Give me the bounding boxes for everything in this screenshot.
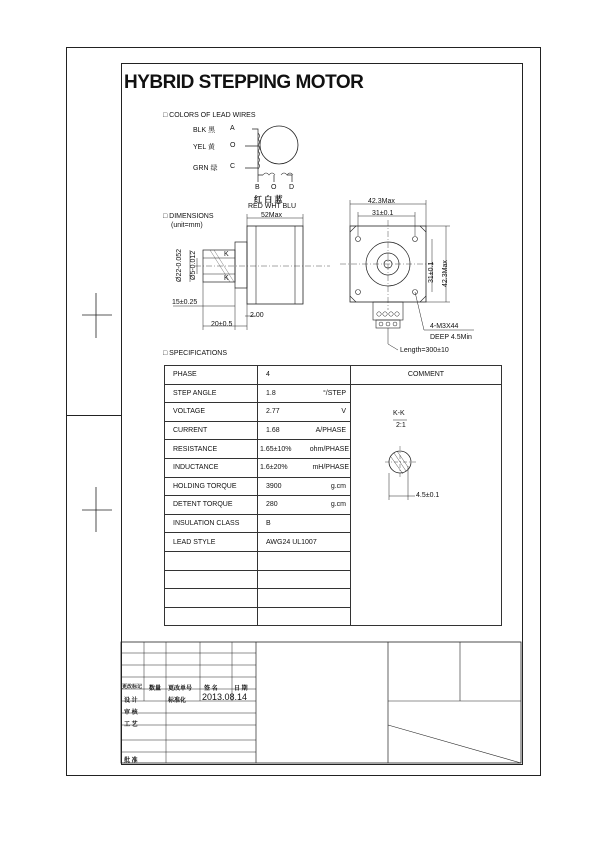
spec-label: VOLTAGE: [165, 403, 258, 422]
spec-label: CURRENT: [165, 421, 258, 440]
lead-pin-o: O: [230, 142, 236, 149]
spec-value: 1.68 A/PHASE: [258, 421, 351, 440]
section-label: K-K: [393, 410, 405, 417]
spec-value: 280 g.cm: [258, 496, 351, 515]
tb-process-label: 工 艺: [124, 722, 138, 728]
spec-label: DETENT TORQUE: [165, 496, 258, 515]
spec-value: [258, 551, 351, 570]
tb-header-quantity: 数量: [149, 686, 162, 692]
comment-cell: [351, 384, 502, 626]
length-dim: 20±0.5: [211, 321, 233, 328]
screw-spec: 4-M3X44: [430, 323, 459, 330]
spec-label: [165, 589, 258, 608]
dimensions-heading: □ DIMENSIONS: [163, 213, 214, 220]
spec-label: [165, 551, 258, 570]
spec-value: [258, 589, 351, 608]
lead-label-grn: GRN 绿: [193, 165, 218, 172]
specifications-heading: □ SPECIFICATIONS: [163, 350, 227, 357]
spec-label: [165, 570, 258, 589]
tb-date: 2013.08.14: [202, 692, 248, 702]
shaft-small-dim: Ø5-0.012: [190, 250, 197, 280]
page-title: HYBRID STEPPING MOTOR: [124, 72, 364, 93]
tb-design-label: 设 计: [124, 698, 138, 704]
lead-label-yel: YEL 黄: [193, 144, 215, 151]
spec-value: 1.8 °/STEP: [258, 384, 351, 403]
spec-value: B: [258, 514, 351, 533]
section-scale: 2:1: [396, 422, 406, 429]
lead-pin-b: B: [255, 184, 260, 191]
tb-review-label: 审 核: [124, 710, 138, 716]
spec-label: STEP ANGLE: [165, 384, 258, 403]
spec-label: LEAD STYLE: [165, 533, 258, 552]
lead-label-blk: BLK 黑: [193, 127, 216, 134]
spec-value: 3900 g.cm: [258, 477, 351, 496]
tb-header-signature: 签 名: [204, 686, 218, 692]
shaft-diameter-dim: Ø22-0.052: [176, 248, 183, 282]
spec-value: 2.77 V: [258, 403, 351, 422]
tb-standard-label: 标准化: [168, 698, 187, 704]
lead-colors-cn: 红 白 蓝: [254, 195, 283, 204]
spec-label: RESISTANCE: [165, 440, 258, 459]
tb-header-change-no: 更改单号: [168, 686, 193, 692]
side-width-dim: 52Max: [261, 212, 283, 219]
lead-pin-o2: O: [271, 184, 277, 191]
spec-label: INSULATION CLASS: [165, 514, 258, 533]
front-width-dim: 42.3Max: [368, 198, 395, 205]
comment-header: COMMENT: [351, 366, 502, 385]
spec-value: 4: [258, 366, 351, 385]
spec-value: 1.6±20% mH/PHASE: [258, 458, 351, 477]
flat-dim: 15±0.25: [172, 299, 198, 306]
tb-header-change-mark: 更改标记: [122, 684, 143, 690]
lead-colors-en: RED WHT BLU: [248, 203, 297, 210]
tb-approve-label: 批 准: [124, 758, 138, 764]
hole-spacing-v-dim: 31±0.1: [428, 261, 435, 283]
screw-depth: DEEP 4.5Min: [430, 334, 472, 341]
lead-wires-heading: □ COLORS OF LEAD WIRES: [163, 112, 256, 119]
dimensions-unit: (unit=mm): [171, 222, 203, 229]
step-dim: 2.00: [250, 312, 264, 319]
spec-label: PHASE: [165, 366, 258, 385]
section-dimension: 4.5±0.1: [416, 492, 440, 499]
section-mark-k1: K: [224, 251, 229, 258]
lead-pin-c: C: [230, 163, 236, 170]
spec-value: [258, 570, 351, 589]
lead-pin-a: A: [230, 125, 235, 132]
specifications-table: [164, 365, 502, 626]
spec-value: 1.65±10% ohm/PHASE: [258, 440, 351, 459]
tb-header-date: 日 期: [234, 686, 248, 692]
section-mark-k2: K: [224, 275, 229, 282]
spec-label: [165, 607, 258, 626]
spec-label: INDUCTANCE: [165, 458, 258, 477]
spec-value: [258, 607, 351, 626]
lead-length-dim: Length=300±10: [400, 347, 449, 354]
hole-spacing-h-dim: 31±0.1: [372, 210, 394, 217]
spec-label: HOLDING TORQUE: [165, 477, 258, 496]
front-height-dim: 42.3Max: [442, 260, 449, 287]
lead-pin-d: D: [289, 184, 295, 191]
spec-value: AWG24 UL1007: [258, 533, 351, 552]
